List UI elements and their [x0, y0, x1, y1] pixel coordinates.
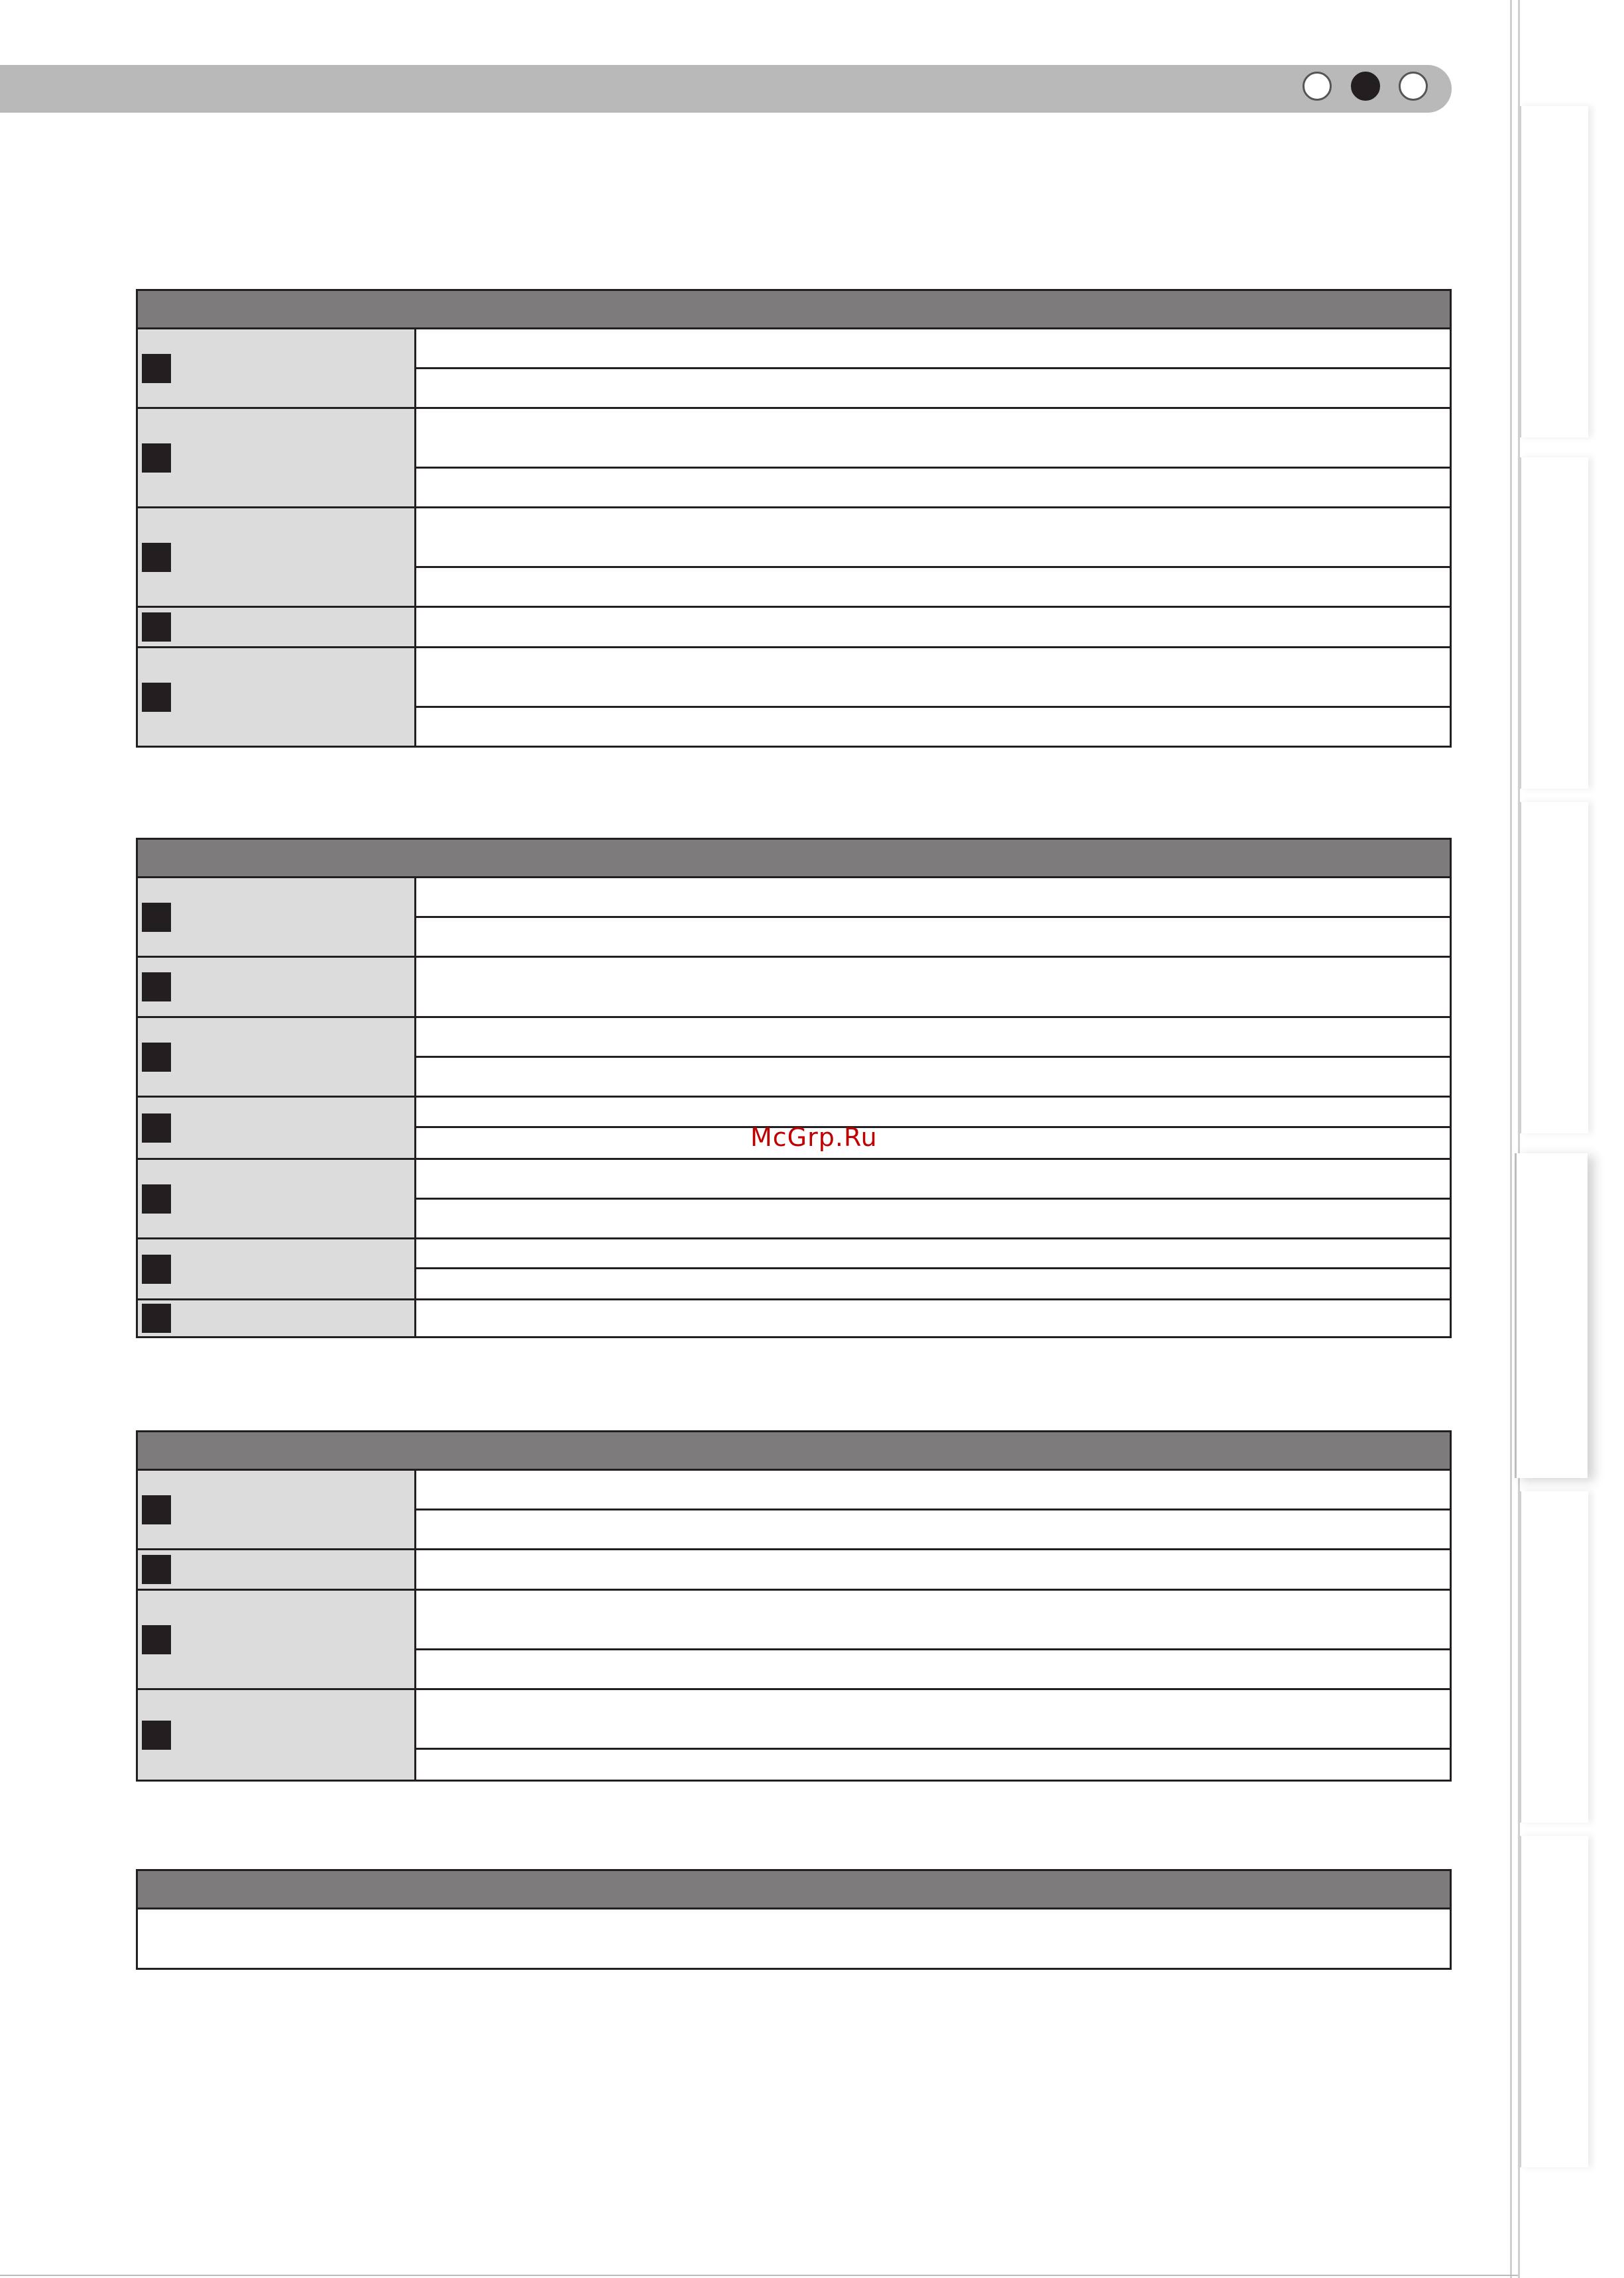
table-row	[138, 958, 1450, 1018]
item-marker	[142, 1625, 171, 1654]
table-row	[138, 1550, 1450, 1591]
table-row	[138, 608, 1450, 648]
table-row	[138, 329, 1450, 409]
item-marker	[142, 354, 171, 383]
table-row	[138, 1018, 1450, 1098]
item-marker	[142, 443, 171, 473]
settings-table-2	[136, 838, 1452, 1338]
item-marker	[142, 1043, 171, 1072]
table-row	[138, 1471, 1450, 1550]
page-indicator-dot-2	[1351, 72, 1380, 101]
chapter-tab-5[interactable]	[1519, 1491, 1588, 1823]
page-indicator-dot-1	[1303, 72, 1332, 101]
page-indicator-dot-3	[1399, 72, 1428, 101]
item-marker	[142, 1555, 171, 1584]
settings-table-1	[136, 289, 1452, 748]
table-header	[138, 840, 1450, 878]
item-marker	[142, 972, 171, 1001]
item-marker	[142, 612, 171, 642]
table-row	[138, 1591, 1450, 1690]
item-marker	[142, 1304, 171, 1333]
table-row	[138, 409, 1450, 508]
page-edge-line	[1510, 0, 1512, 2278]
table-row	[138, 1690, 1450, 1780]
item-marker	[142, 1255, 171, 1284]
table-row	[138, 1160, 1450, 1239]
note-body	[138, 1909, 1450, 1968]
watermark: McGrp.Ru	[750, 1123, 878, 1152]
table-row	[138, 878, 1450, 958]
item-marker	[142, 1495, 171, 1524]
chapter-tab-6[interactable]	[1519, 1836, 1588, 2167]
item-marker	[142, 543, 171, 572]
item-marker	[142, 683, 171, 712]
table-header	[138, 291, 1450, 329]
item-marker	[142, 1113, 171, 1143]
table-row	[138, 1239, 1450, 1300]
item-marker	[142, 903, 171, 932]
table-row	[138, 1300, 1450, 1336]
settings-table-3	[136, 1430, 1452, 1782]
chapter-tab-4-active[interactable]	[1515, 1153, 1588, 1478]
item-marker	[142, 1184, 171, 1214]
chapter-tab-2[interactable]	[1519, 457, 1588, 789]
table-row	[138, 648, 1450, 746]
table-header	[138, 1432, 1450, 1471]
item-marker	[142, 1721, 171, 1750]
header-bar	[0, 65, 1452, 113]
note-table	[136, 1869, 1452, 1970]
footer-line	[0, 2275, 1518, 2276]
table-row	[138, 508, 1450, 608]
table-header	[138, 1871, 1450, 1909]
chapter-tab-3[interactable]	[1519, 802, 1588, 1133]
chapter-tab-1[interactable]	[1519, 106, 1588, 437]
